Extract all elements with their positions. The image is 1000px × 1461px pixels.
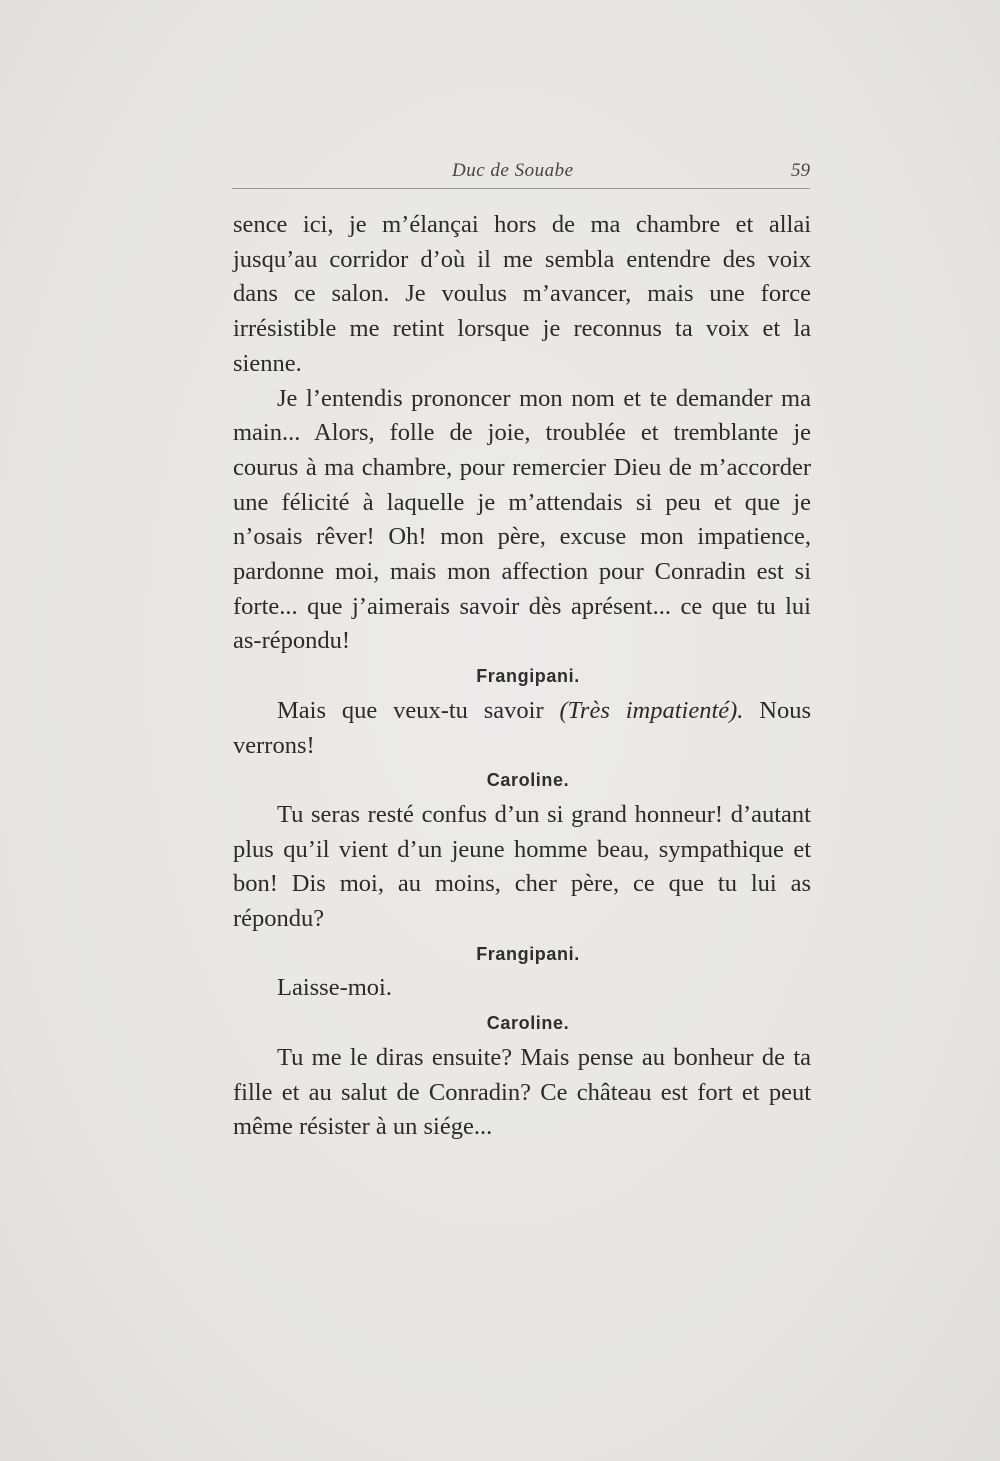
paragraph: Je l’entendis prononcer mon nom et te demander ma main... Alors, folle de joie, troublée et tremblante je courus à ma chambre, pour remercier Dieu de m’accorder une félicité à laquelle je m’attendais si peu et que je n’osais rêver! Oh! mon père, excuse mon impatience, pardonne moi, mais mon affection pour Conradin est si forte... que j’aimerais savoir dès aprésent... ce que tu lui as-répondu! bbox=[233, 384, 811, 655]
stage-direction: (Très impatienté). bbox=[559, 696, 744, 724]
dialogue-text: Mais que veux-tu savoir bbox=[277, 696, 560, 724]
body-text bbox=[233, 208, 811, 1145]
speaker-name: Frangipani. bbox=[476, 943, 580, 964]
page-number: 59 bbox=[791, 160, 810, 181]
running-title: Duc de Souabe bbox=[452, 160, 574, 181]
paragraph: Tu me le diras ensuite? Mais pense au bonheur de ta fille et au salut de Conradin? Ce château est fort et peut même résister à un siége... bbox=[233, 1043, 811, 1141]
speaker-name: Caroline. bbox=[486, 1013, 570, 1034]
paragraph bbox=[233, 694, 811, 763]
paragraph: Laisse-moi. bbox=[277, 974, 392, 1002]
speaker-name: Frangipani. bbox=[476, 666, 580, 687]
paragraph-continued: sence ici, je m’élançai hors de ma chambre et allai jusqu’au corridor d’où il me sembla entendre des voix dans ce salon. Je voulus m’avancer, mais une force irrésistible me retint lorsque je reconnus ta voix et la sienne. bbox=[233, 211, 811, 377]
speaker-name: Caroline. bbox=[486, 770, 570, 791]
page-header bbox=[232, 158, 810, 189]
dialogue-text: Nous verrons! bbox=[233, 696, 811, 759]
paragraph: Tu seras resté confus d’un si grand honneur! d’autant plus qu’il vient d’un jeune homme beau, sympathique et bon! Dis moi, au moins, cher père, ce que tu lui as répondu? bbox=[233, 800, 811, 933]
